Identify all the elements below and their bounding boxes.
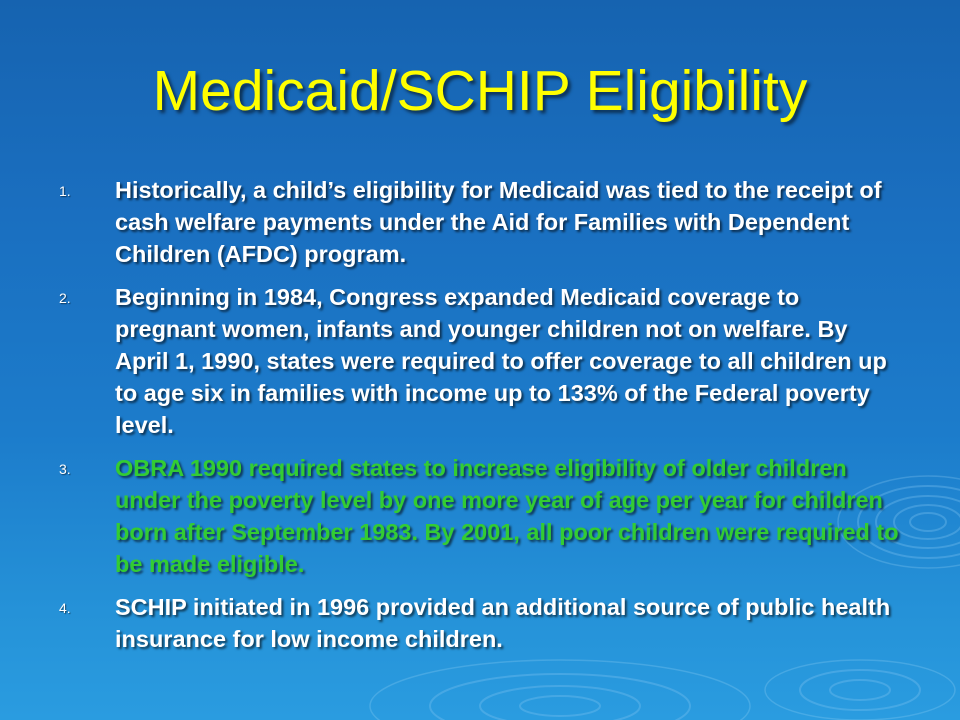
list-item-text: Historically, a child’s eligibility for Medicaid was tied to the receipt of cash welfare payments under the Aid for Families with Dependent Children (AFDC) program.	[115, 177, 882, 267]
slide-title: Medicaid/SCHIP Eligibility	[152, 59, 808, 123]
list-item	[56, 281, 906, 441]
list-item	[56, 591, 906, 655]
list-item-text: OBRA 1990 required states to increase eligibility of older children under the poverty level by one more year of age per year for children born after September 1983. By 2001, all poor children were required to be made eligible.	[115, 455, 899, 577]
list-item-number: 2.	[59, 290, 71, 306]
eligibility-list	[56, 174, 906, 666]
list-item	[56, 174, 906, 270]
list-item-text: SCHIP initiated in 1996 provided an additional source of public health insurance for low income children.	[115, 594, 891, 652]
list-item-highlighted	[56, 452, 906, 580]
list-item-text: Beginning in 1984, Congress expanded Medicaid coverage to pregnant women, infants and younger children not on welfare. By April 1, 1990, states were required to offer coverage to all children up to age six in families with income up to 133% of the Federal poverty level.	[115, 284, 887, 438]
list-item-number: 4.	[59, 600, 71, 616]
list-item-number: 3.	[59, 461, 71, 477]
list-item-number: 1.	[59, 183, 71, 199]
